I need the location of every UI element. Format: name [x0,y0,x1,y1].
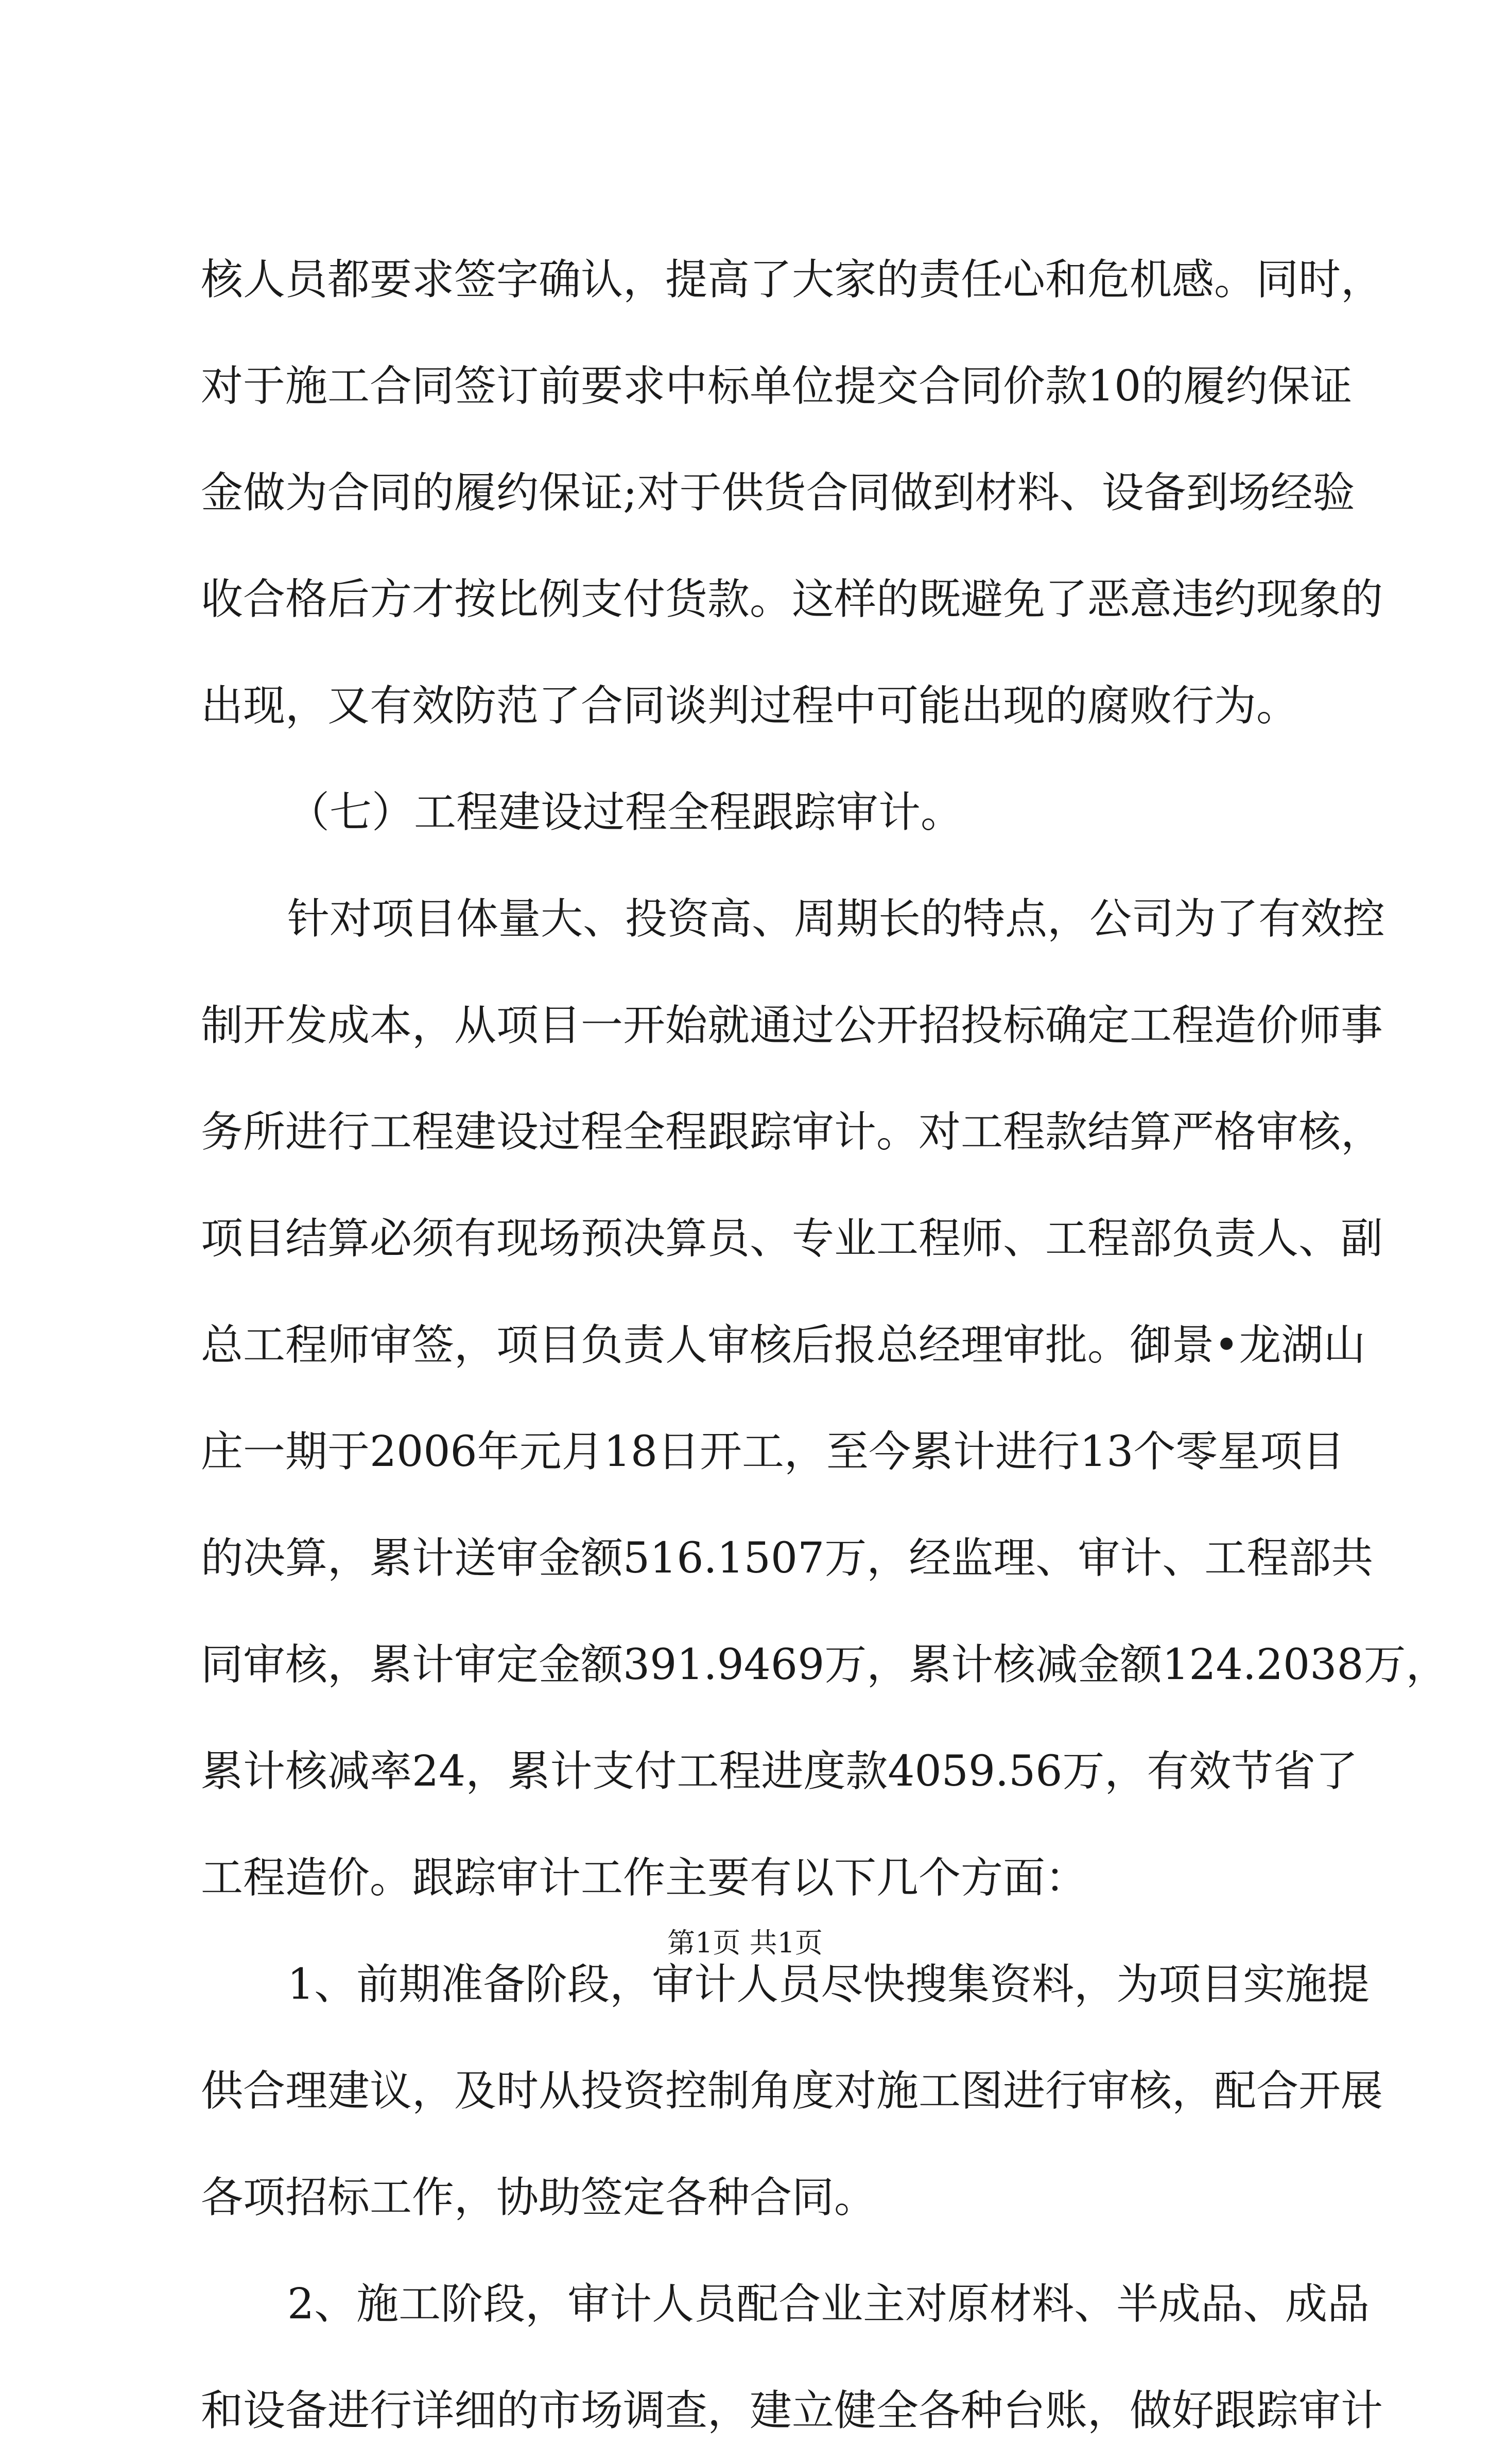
page-footer: 第1页 共1页 [667,1927,823,1959]
text-line: 各项招标工作，协助签定各种合同。 [201,2173,877,2222]
text-line: 工程造价。跟踪审计工作主要有以下几个方面： [201,1854,1088,1902]
text-line: 核人员都要求签字确认，提高了大家的责任心和危机感。同时， [201,255,1383,304]
body-text [201,226,1448,2464]
text-line: 供合理建议，及时从投资控制角度对施工图进行审核，配合开展 [201,2067,1383,2116]
text-line: 1、前期准备阶段，审计人员尽快搜集资料，为项目实施提 [287,1960,1370,2009]
text-line: 庄一期于2006年元月18日开工，至今累计进行13个零星项目 [201,1427,1345,1476]
text-line: 针对项目体量大、投资高、周期长的特点，公司为了有效控 [287,895,1385,943]
text-line: 的决算，累计送审金额516.1507万，经监理、审计、工程部共 [201,1534,1374,1583]
text-line: 出现，又有效防范了合同谈判过程中可能出现的腐败行为。 [201,681,1299,730]
text-line: 总工程师审签，项目负责人审核后报总经理审批。御景•龙湖山 [201,1321,1366,1370]
text-line: 和设备进行详细的市场调查，建立健全各种台账，做好跟踪审计 [201,2386,1383,2435]
text-line: 制开发成本，从项目一开始就通过公开招投标确定工程造价师事 [201,1001,1383,1050]
text-line: 累计核减率24，累计支付工程进度款4059.56万，有效节省了 [201,1747,1358,1796]
text-line: 2、施工阶段，审计人员配合业主对原材料、半成品、成品 [287,2280,1370,2329]
text-line: 同审核，累计审定金额391.9469万，累计核减金额124.2038万， [201,1640,1448,1689]
text-line: 务所进行工程建设过程全程跟踪审计。对工程款结算严格审核， [201,1108,1383,1157]
text-line: 项目结算必须有现场预决算员、专业工程师、工程部负责人、副 [201,1214,1383,1263]
text-line: 收合格后方才按比例支付货款。这样的既避免了恶意违约现象的 [201,575,1383,624]
section-heading: （七）工程建设过程全程跟踪审计。 [287,788,963,837]
text-line: 对于施工合同签订前要求中标单位提交合同价款10的履约保证 [201,362,1353,411]
text-line: 金做为合同的履约保证;对于供货合同做到材料、设备到场经验 [201,468,1355,517]
